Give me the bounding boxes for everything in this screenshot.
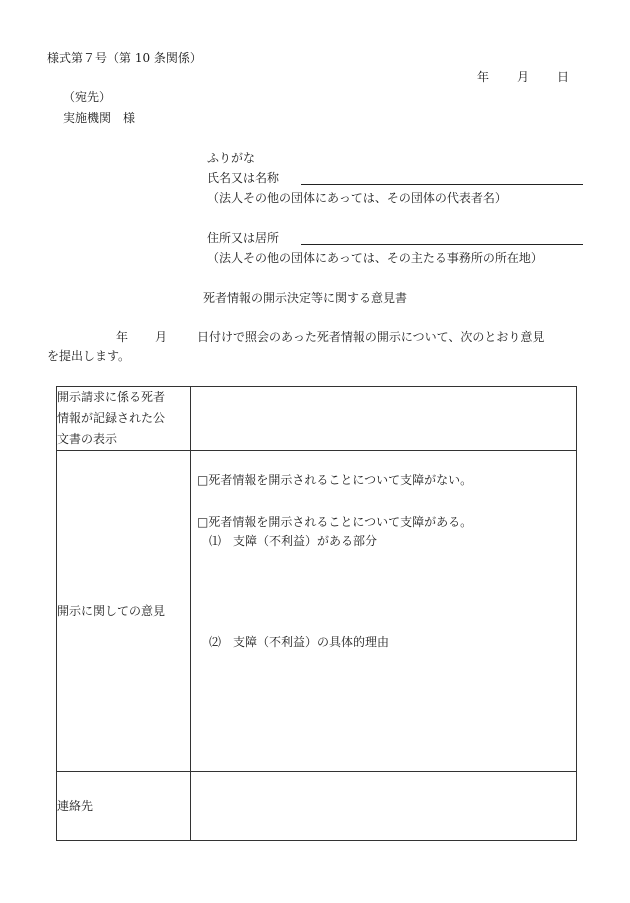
- contact-label-cell: [57, 772, 191, 841]
- document-label-line: 開示請求に係る死者: [57, 390, 166, 404]
- address-label: 住所又は居所: [207, 231, 280, 245]
- opinion-label-cell: [57, 451, 191, 772]
- document-label-cell: [57, 387, 191, 451]
- date-day-label: 日: [557, 70, 570, 84]
- opinion-value-cell[interactable]: [191, 451, 577, 772]
- hindrance-part-label: ⑴ 支障（不利益）がある部分: [209, 534, 378, 548]
- addressee-name: 実施機関 様: [63, 111, 136, 125]
- table-row: [57, 772, 577, 841]
- document-label-line: 文書の表示: [57, 432, 118, 446]
- body-year: 年: [116, 330, 129, 344]
- table-row: [57, 387, 577, 451]
- option-no-hindrance[interactable]: □死者情報を開示されることについて支障がない。: [197, 473, 473, 487]
- name-note: （法人その他の団体にあっては、その団体の代表者名）: [207, 191, 507, 205]
- contact-label: 連絡先: [57, 798, 94, 813]
- date-year-label: 年: [477, 70, 490, 84]
- form-number: 様式第７号（第 10 条関係）: [47, 51, 202, 65]
- document-label-line: 情報が記録された公: [57, 411, 166, 425]
- table-row: [57, 451, 577, 772]
- contact-value-cell[interactable]: [191, 772, 577, 841]
- hindrance-reason-label: ⑵ 支障（不利益）の具体的理由: [209, 635, 390, 649]
- address-field-line[interactable]: [301, 244, 583, 245]
- date-month-label: 月: [517, 70, 530, 84]
- option-hindrance[interactable]: □死者情報を開示されることについて支障がある。: [197, 515, 473, 529]
- body-month: 月: [155, 330, 168, 344]
- document-title: 死者情報の開示決定等に関する意見書: [203, 291, 408, 305]
- opinion-table: [56, 386, 577, 841]
- body-line1: 日付けで照会のあった死者情報の開示について、次のとおり意見: [197, 330, 545, 344]
- addressee-to: （宛先）: [63, 90, 112, 104]
- name-field-line[interactable]: [301, 184, 583, 185]
- opinion-label: 開示に関しての意見: [57, 603, 166, 618]
- name-label: 氏名又は名称: [207, 171, 280, 185]
- document-value-cell[interactable]: [191, 387, 577, 451]
- address-note: （法人その他の団体にあっては、その主たる事務所の所在地）: [207, 251, 543, 265]
- body-line2: を提出します。: [47, 349, 131, 363]
- furigana-label: ふりがな: [207, 151, 256, 165]
